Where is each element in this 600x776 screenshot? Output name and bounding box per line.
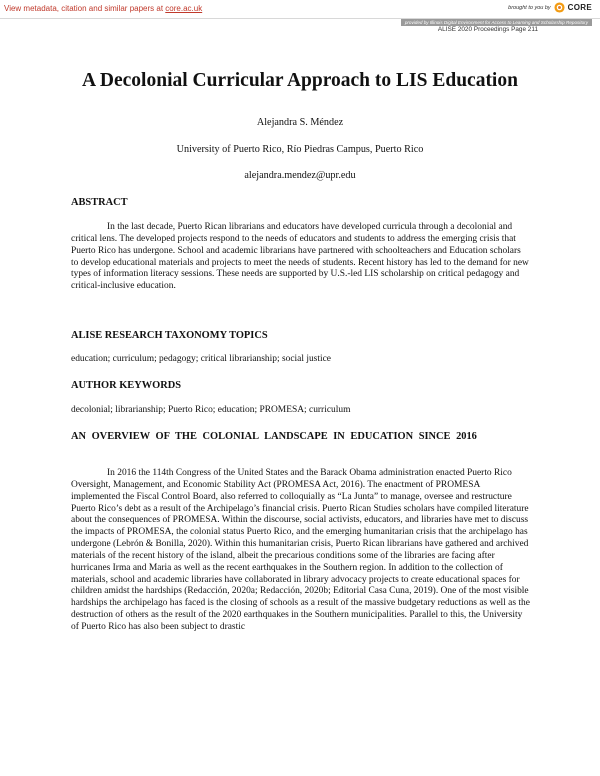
- core-metadata-link[interactable]: [4, 4, 202, 13]
- proceedings-page-header: ALISE 2020 Proceedings Page 211: [437, 26, 538, 33]
- paper-title: A Decolonial Curricular Approach to LIS Education: [82, 70, 518, 91]
- overview-body: In 2016 the 114th Congress of the United States and the Barack Obama administration enacted Puerto Rico Oversight, Management, and Economic Stability Act (PROMESA Act, 2016). The enactment of PROMESA implemented the Fiscal Control Board, also referred to colloquially as “La Junta” to manage, oversee and restructure Puerto Rico’s debt as a result of the Archipelago’s financial crisis. Puerto Rican Studies scholars have compiled literature about the consequences of PROMESA. Within the discourse, social activists, educators, and libraries have met to discuss the impacts of PROMESA, the colonial status Puerto Rico, and the emerging humanitarian crisis that the archipelago has undergone (Lebrón & Bonilla, 2020). Within this humanitarian crisis, Puerto Rican librarians have gathered and archived materials of the recent history of the island, albeit the precarious conditions some of the libraries are facing after hurricanes Irma and Maria as well as the recent earthquakes in the Southern region. In addition to the collection of materials, school and academic libraries have collaborated in library advocacy projects to create educational spaces for children amidst the hardships (Redacción, 2020a; Redacción, 2020b; Editorial Casa Cuna, 2019). One of the most visible hardships the archipelago has faced is the closing of schools as a result of the massive budgetary reductions as well as the destruction of others as the result of the 2020 earthquakes in the Southern municipalities. Parallel to this, the University of Puerto Rico has also been subject to drastic: [71, 468, 530, 632]
- keywords-body: decolonial; librarianship; Puerto Rico; education; PROMESA; curriculum: [71, 405, 351, 415]
- core-logo-icon: [554, 2, 565, 13]
- provided-by-label: provided by Illinois Digital Environment for Access to Learning and Scholarship Repository: [401, 19, 592, 26]
- author-affiliation: University of Puerto Rico, Río Piedras Campus, Puerto Rico: [176, 144, 424, 155]
- core-brand[interactable]: [508, 2, 592, 13]
- overview-heading: AN OVERVIEW OF THE COLONIAL LANDSCAPE IN EDUCATION SINCE 2016: [71, 431, 477, 442]
- taxonomy-body: education; curriculum; pedagogy; critical librarianship; social justice: [71, 354, 331, 364]
- abstract-heading: ABSTRACT: [71, 197, 128, 208]
- taxonomy-heading: ALISE RESEARCH TAXONOMY TOPICS: [71, 330, 268, 341]
- author-email: alejandra.mendez@upr.edu: [244, 170, 356, 181]
- core-brought-by: brought to you by: [508, 4, 551, 11]
- core-link-source[interactable]: core.ac.uk: [165, 4, 203, 13]
- core-brand-name: CORE: [567, 3, 592, 12]
- author-name: Alejandra S. Méndez: [256, 117, 344, 128]
- abstract-body: In the last decade, Puerto Rican librarians and educators have developed curricula through a decolonial and critical lens. The developed projects respond to the needs of educators and students to address the emerging crisis that Puerto Rico has undergone. School and academic librarians have partnered with schoolteachers and Education scholars to develop educational materials and projects to meet the needs of students. Recent history has led to the demand for new types of information literacy sessions. These needs are supported by U.S.-led LIS scholarship on critical pedagogy and critical-inclusive education.: [71, 222, 529, 292]
- keywords-heading: AUTHOR KEYWORDS: [71, 380, 181, 391]
- core-link-prefix: View metadata, citation and similar papers at: [4, 4, 166, 13]
- core-banner: [0, 0, 600, 19]
